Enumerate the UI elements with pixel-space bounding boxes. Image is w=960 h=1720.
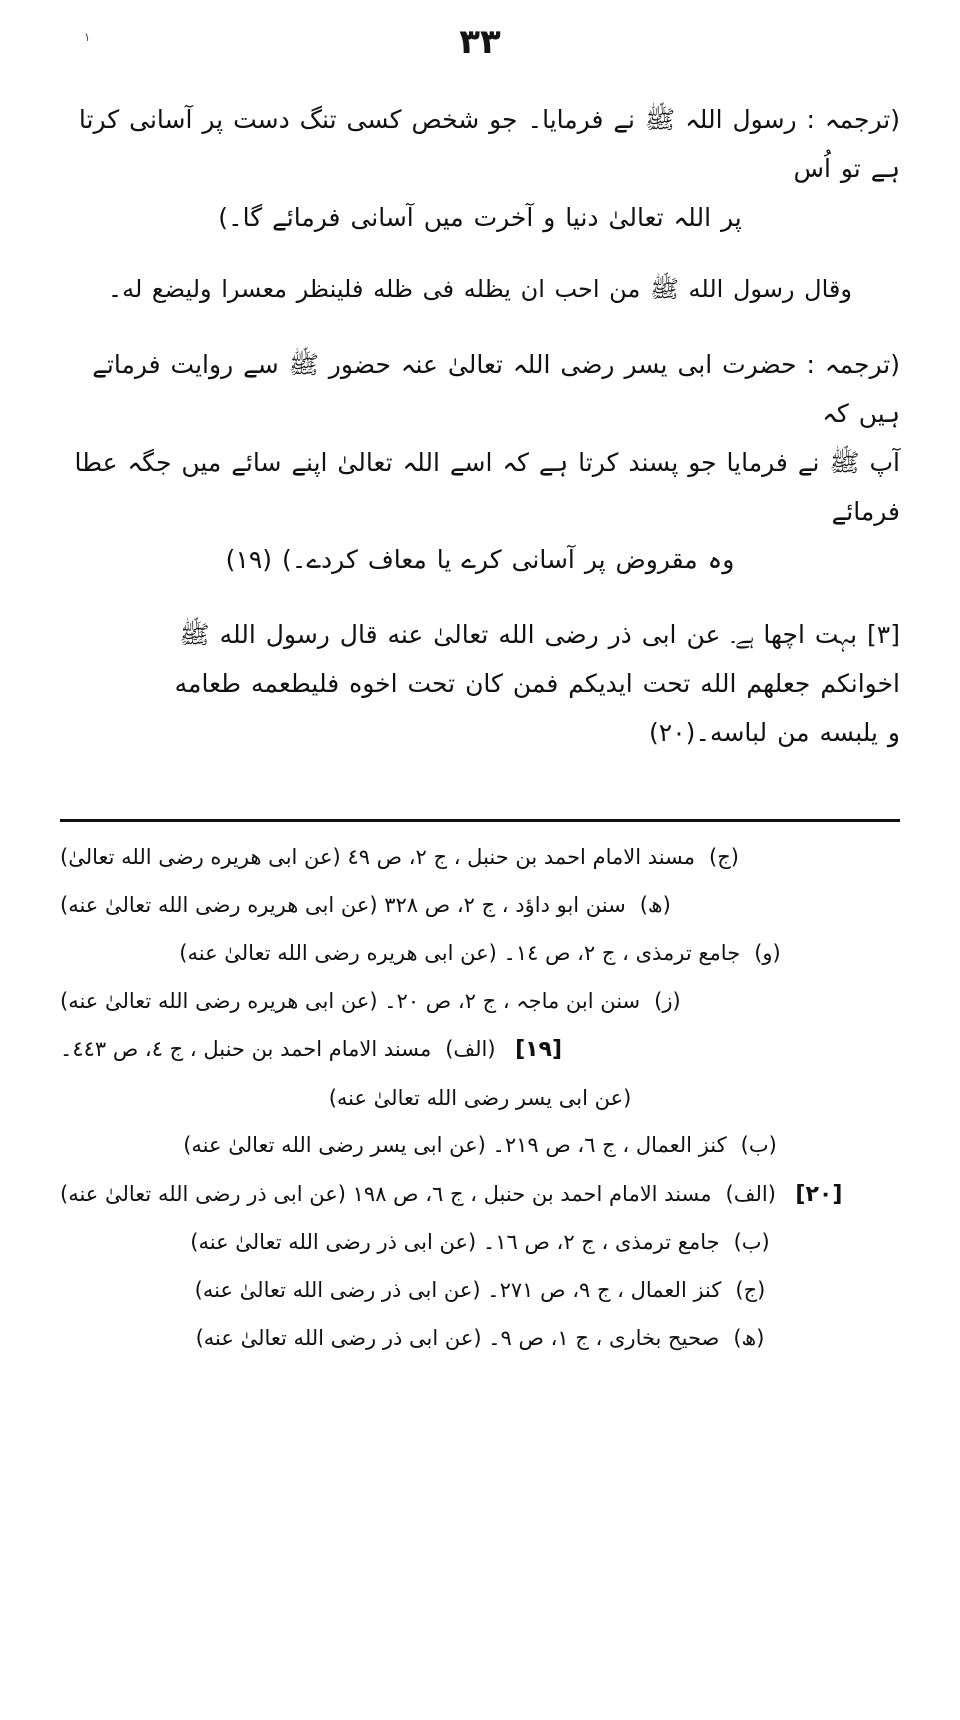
footnote-text: مسند الامام احمد بن حنبل ، ج ٢، ص ٤٩ (عن ابى هريره رضى الله تعالىٰ) — [60, 845, 696, 870]
footnote-sub-marker: (الف) — [445, 1037, 496, 1062]
paragraph-arabic-1 — [60, 268, 900, 311]
footnote-separator — [60, 819, 900, 822]
text-line: (ترجمہ : حضرت ابی یسر رضی اللہ تعالیٰ عنہ حضور ﷺ سے روایت فرماتے ہیں کہ — [92, 350, 900, 429]
footnote-text: صحیح بخارى ، ج ١، ص ٩۔ (عن ابى ذر رضى الله تعالىٰ عنه) — [195, 1325, 720, 1350]
spacer — [60, 783, 900, 793]
footnote-sub-marker: (ج) — [735, 1278, 766, 1303]
footnote-row — [60, 936, 900, 972]
footnote-marker: [٢٠] — [795, 1181, 843, 1207]
footnote-row — [60, 840, 900, 876]
text-line: (ترجمہ : رسول اللہ ﷺ نے فرمایا۔ جو شخص کسی تنگ دست پر آسانی کرتا ہے تو اُس — [78, 105, 900, 183]
footnote-row — [60, 1176, 900, 1213]
paragraph-translation-2 — [60, 341, 900, 585]
footnote-text: سنن ابن ماجہ ، ج ٢، ص ٢٠۔ (عن ابى هريره رضى الله تعالىٰ عنه) — [60, 988, 641, 1013]
footnote-row — [60, 1225, 900, 1261]
text-line: [٣] بہت اچھا ہے۔ عن ابى ذر رضى الله تعالىٰ عنه قال رسول الله ﷺ — [179, 620, 900, 650]
footnote-sub-marker: (ز) — [654, 988, 681, 1013]
paragraph-hadith-3 — [60, 611, 900, 757]
footnote-row — [60, 888, 900, 924]
page-number: ٣٣ — [459, 22, 501, 62]
footnote-text: كنز العمال ، ج ٦، ص ٢١٩۔ (عن ابى يسر رضى الله تعالىٰ عنه) — [183, 1133, 727, 1158]
footnote-sub-marker: (و) — [754, 940, 781, 965]
footnote-text: كنز العمال ، ج ٩، ص ٢٧١۔ (عن ابى ذر رضى الله تعالىٰ عنه) — [194, 1278, 722, 1303]
footnote-text: مسند الامام احمد بن حنبل ، ج ٦، ص ١٩٨ (عن ابى ذر رضى الله تعالىٰ عنه) — [60, 1181, 712, 1206]
text-line: آپ ﷺ نے فرمایا جو پسند کرتا ہے کہ اسے اللہ تعالیٰ اپنے سائے میں جگہ عطا فرمائے — [74, 447, 900, 526]
footnote-row — [60, 1321, 900, 1357]
footnote-sub-marker: (ج) — [709, 845, 739, 870]
footnote-sub-marker: (ب) — [740, 1133, 777, 1158]
footnote-text: جامع ترمذى ، ج ٢، ص ١٤۔ (عن ابى هريره رضى الله تعالىٰ عنه) — [179, 940, 741, 965]
footnote-continuation: (عن ابى يسر رضى الله تعالىٰ عنه) — [328, 1085, 632, 1110]
page-header — [60, 0, 900, 96]
footnote-text: مسند الامام احمد بن حنبل ، ج ٤، ص ٤٤٣۔ — [60, 1037, 432, 1062]
footnote-sub-marker: (الف) — [725, 1181, 776, 1206]
footnote-row — [60, 1128, 900, 1164]
footnote-list — [60, 840, 900, 1356]
body-text — [60, 96, 900, 757]
text-line: و يلبسه من لباسه۔(٢٠) — [649, 717, 900, 747]
text-line: وہ مقروض پر آسانی کرے یا معاف کردے۔) (١٩) — [225, 545, 735, 575]
text-line: اخوانكم جعلهم الله تحت ايديكم فمن كان تحت اخوه فليطعمه طعامه — [174, 668, 900, 698]
footnote-sub-marker: (ھ) — [733, 1325, 765, 1350]
footnote-row — [60, 984, 900, 1020]
text-line: وقال رسول الله ﷺ من احب ان يظله فى ظله فلينظر معسرا وليضع له۔ — [108, 275, 852, 304]
footnote-row — [60, 1031, 900, 1068]
footnote-row — [60, 1273, 900, 1309]
corner-mark: ١ — [84, 30, 91, 44]
footnote-marker: [١٩] — [515, 1037, 563, 1063]
footnote-text: جامع ترمذى ، ج ٢، ص ١٦۔ (عن ابى ذر رضى الله تعالىٰ عنه) — [190, 1230, 720, 1255]
footnote-sub-marker: (ھ) — [639, 893, 671, 918]
text-line: پر اللہ تعالیٰ دنیا و آخرت میں آسانی فرمائے گا۔) — [218, 202, 742, 232]
footnote-text: سنن ابو داؤد ، ج ٢، ص ٣٢٨ (عن ابى هريره رضى الله تعالىٰ عنه) — [60, 893, 626, 918]
footnote-sub-marker: (ب) — [733, 1230, 770, 1255]
paragraph-translation-1 — [60, 96, 900, 242]
